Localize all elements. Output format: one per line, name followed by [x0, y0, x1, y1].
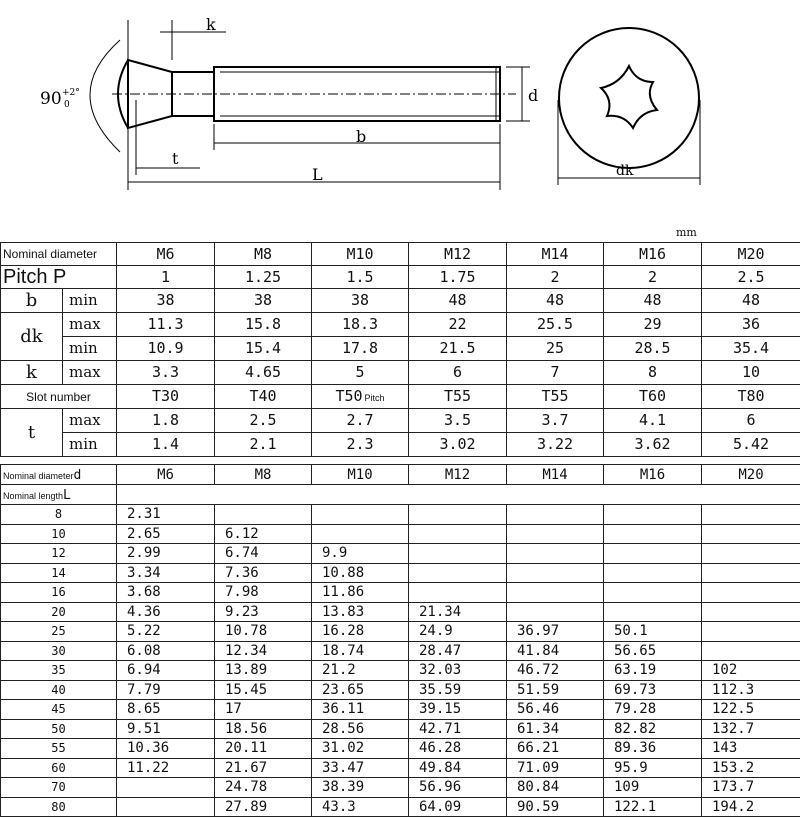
length-cell: 12 [1, 544, 117, 564]
t-max-cell: 2.5 [215, 409, 312, 433]
table-row [1, 602, 800, 622]
dk-max-cell: 11.3 [117, 313, 215, 337]
weight-cell: 28.56 [312, 719, 409, 739]
weight-cell: 21.2 [312, 661, 409, 681]
weight-cell: 17 [215, 700, 312, 720]
k-cell: 8 [604, 361, 702, 385]
table-row [1, 563, 800, 583]
weight-length-header-row [1, 485, 800, 505]
slot-cell: T40 [215, 385, 312, 409]
weight-cell: 10.88 [312, 563, 409, 583]
pitch-cell: 1.75 [409, 266, 507, 289]
weight-cell: 51.59 [507, 680, 604, 700]
weight-cell: 38.39 [312, 778, 409, 798]
dk-max-cell: 15.8 [215, 313, 312, 337]
weight-cell: 79.28 [604, 700, 702, 720]
weight-cell: 24.9 [409, 622, 507, 642]
b-cell: 38 [312, 289, 409, 313]
b-cell: 48 [702, 289, 800, 313]
weight-cell [409, 583, 507, 603]
weight-cell: 20.11 [215, 739, 312, 759]
k-sub: max [63, 361, 117, 385]
weight-cell: 63.19 [604, 661, 702, 681]
weight-cell: 31.02 [312, 739, 409, 759]
t-max-row [1, 409, 800, 433]
length-cell: 14 [1, 563, 117, 583]
length-cell: 40 [1, 680, 117, 700]
label-angle-tol-lower: 0 [64, 100, 70, 110]
table-row [1, 719, 800, 739]
dk-max-row [1, 313, 800, 337]
weight-cell: 9.51 [117, 719, 215, 739]
weight-cell: 132.7 [702, 719, 800, 739]
weight-cell: 13.89 [215, 661, 312, 681]
weight-cell: 6.08 [117, 641, 215, 661]
t-max-cell: 4.1 [604, 409, 702, 433]
table-row [1, 544, 800, 564]
length-cell: 10 [1, 524, 117, 544]
pitch-cell: 1.5 [312, 266, 409, 289]
weight-cell: 43.3 [312, 797, 409, 817]
pitch-label: Pitch [3, 266, 47, 288]
k-label: k [1, 361, 63, 385]
table-row [1, 758, 800, 778]
b-row [1, 289, 800, 313]
weight-cell: 21.34 [409, 602, 507, 622]
weight-cell: 9.9 [312, 544, 409, 564]
weight-cell: 41.84 [507, 641, 604, 661]
size-cell: M10 [312, 243, 409, 266]
weight-cell [312, 505, 409, 525]
b-cell: 38 [215, 289, 312, 313]
weight-cell [702, 622, 800, 642]
weight-cell: 10.36 [117, 739, 215, 759]
pitch-cell: 2 [507, 266, 604, 289]
table-row [1, 680, 800, 700]
t-min-cell: 3.62 [604, 433, 702, 457]
length-cell: 60 [1, 758, 117, 778]
t-min-row [1, 433, 800, 457]
b-cell: 38 [117, 289, 215, 313]
length-cell: 20 [1, 602, 117, 622]
weight-cell: 46.28 [409, 739, 507, 759]
weight-d-symbol: d [74, 468, 82, 483]
weight-cell: 61.34 [507, 719, 604, 739]
k-cell: 4.65 [215, 361, 312, 385]
label-k: k [206, 15, 216, 34]
weight-cell: 95.9 [604, 758, 702, 778]
weight-cell: 4.36 [117, 602, 215, 622]
weight-cell [215, 505, 312, 525]
weight-cell: 32.03 [409, 661, 507, 681]
weight-cell [409, 563, 507, 583]
weight-cell: 112.3 [702, 680, 800, 700]
weight-cell: 2.65 [117, 524, 215, 544]
head-end-view [559, 28, 699, 168]
weight-cell: 6.12 [215, 524, 312, 544]
k-cell: 10 [702, 361, 800, 385]
weight-cell: 122.1 [604, 797, 702, 817]
weight-cell [507, 583, 604, 603]
weight-cell: 39.15 [409, 700, 507, 720]
table-row [1, 661, 800, 681]
slot-cell: T50 [335, 387, 362, 405]
weight-cell: 28.47 [409, 641, 507, 661]
pitch-cell: 2 [604, 266, 702, 289]
weight-cell: 46.72 [507, 661, 604, 681]
dk-min-cell: 28.5 [604, 337, 702, 361]
weight-cell: 102 [702, 661, 800, 681]
size-cell: M14 [507, 465, 604, 485]
dk-max-cell: 22 [409, 313, 507, 337]
spec-header-row [1, 243, 800, 266]
b-cell: 48 [507, 289, 604, 313]
k-row [1, 361, 800, 385]
dk-max-cell: 29 [604, 313, 702, 337]
t-min-sub: min [63, 433, 117, 457]
dk-min-cell: 25 [507, 337, 604, 361]
weight-cell: 173.7 [702, 778, 800, 798]
t-min-cell: 1.4 [117, 433, 215, 457]
size-cell: M20 [702, 243, 800, 266]
weight-cell: 66.21 [507, 739, 604, 759]
weight-cell: 80.84 [507, 778, 604, 798]
weight-cell [507, 544, 604, 564]
t-min-cell: 5.42 [702, 433, 800, 457]
weight-cell: 10.78 [215, 622, 312, 642]
pitch-cell: 1.25 [215, 266, 312, 289]
pitch-cell: 2.5 [702, 266, 800, 289]
weight-cell: 194.2 [702, 797, 800, 817]
b-label: b [1, 289, 63, 313]
weight-cell: 6.74 [215, 544, 312, 564]
t-min-cell: 2.1 [215, 433, 312, 457]
weight-cell: 7.98 [215, 583, 312, 603]
dk-min-cell: 17.8 [312, 337, 409, 361]
weight-cell [409, 544, 507, 564]
dk-max-cell: 25.5 [507, 313, 604, 337]
slot-cell: T55 [507, 385, 604, 409]
t-max-sub: max [63, 409, 117, 433]
weight-cell [702, 641, 800, 661]
weight-cell: 18.74 [312, 641, 409, 661]
b-cell: 48 [409, 289, 507, 313]
table-row [1, 622, 800, 642]
weight-table [0, 464, 800, 817]
dk-min-row [1, 337, 800, 361]
weight-L-symbol: L [63, 488, 71, 503]
spec-table [0, 242, 800, 457]
length-cell: 35 [1, 661, 117, 681]
angle-arc [90, 40, 120, 152]
weight-cell: 49.84 [409, 758, 507, 778]
size-cell: M16 [604, 243, 702, 266]
screw-drawing [0, 0, 800, 230]
weight-cell: 3.68 [117, 583, 215, 603]
t-max-cell: 3.7 [507, 409, 604, 433]
dk-max-sub: max [63, 313, 117, 337]
slot-cell: T30 [117, 385, 215, 409]
weight-header-row [1, 465, 800, 485]
weight-cell [604, 602, 702, 622]
size-cell: M16 [604, 465, 702, 485]
weight-cell: 71.09 [507, 758, 604, 778]
weight-cell [702, 524, 800, 544]
table-row [1, 700, 800, 720]
t-max-cell: 6 [702, 409, 800, 433]
length-cell: 16 [1, 583, 117, 603]
t-max-cell: 2.7 [312, 409, 409, 433]
label-b: b [356, 127, 366, 146]
weight-cell: 2.99 [117, 544, 215, 564]
length-cell: 25 [1, 622, 117, 642]
weight-cell: 50.1 [604, 622, 702, 642]
pitch-note: Pitch [365, 393, 385, 403]
weight-cell: 16.28 [312, 622, 409, 642]
dk-min-cell: 35.4 [702, 337, 800, 361]
weight-cell: 23.65 [312, 680, 409, 700]
weight-cell: 56.46 [507, 700, 604, 720]
label-angle: 90 [40, 89, 62, 109]
k-cell: 7 [507, 361, 604, 385]
weight-cell: 153.2 [702, 758, 800, 778]
size-cell: M6 [117, 465, 215, 485]
unit-label: mm [676, 226, 697, 239]
dk-label: dk [1, 313, 63, 361]
t-max-cell: 1.8 [117, 409, 215, 433]
weight-cell: 12.34 [215, 641, 312, 661]
size-cell: M8 [215, 243, 312, 266]
weight-cell: 11.22 [117, 758, 215, 778]
slot-cell: T60 [604, 385, 702, 409]
weight-cell [117, 778, 215, 798]
weight-cell: 11.86 [312, 583, 409, 603]
weight-cell: 69.73 [604, 680, 702, 700]
size-cell: M12 [409, 465, 507, 485]
label-angle-tol-upper: +2° [62, 88, 80, 98]
table-row [1, 583, 800, 603]
k-cell: 6 [409, 361, 507, 385]
weight-cell: 18.56 [215, 719, 312, 739]
weight-cell: 8.65 [117, 700, 215, 720]
label-dk: dk [616, 163, 634, 179]
t-min-cell: 3.22 [507, 433, 604, 457]
weight-cell: 9.23 [215, 602, 312, 622]
weight-cell: 7.79 [117, 680, 215, 700]
k-cell: 3.3 [117, 361, 215, 385]
weight-cell [604, 524, 702, 544]
weight-cell: 21.67 [215, 758, 312, 778]
length-cell: 45 [1, 700, 117, 720]
slot-cell: T55 [409, 385, 507, 409]
table-row [1, 641, 800, 661]
label-t: t [172, 149, 179, 168]
weight-cell [702, 505, 800, 525]
weight-cell [507, 524, 604, 544]
weight-cell: 36.11 [312, 700, 409, 720]
weight-cell [702, 583, 800, 603]
length-cell: 50 [1, 719, 117, 739]
t-min-cell: 2.3 [312, 433, 409, 457]
dk-min-cell: 15.4 [215, 337, 312, 361]
weight-cell [702, 563, 800, 583]
b-cell: 48 [604, 289, 702, 313]
slot-number-label: Slot number [1, 385, 117, 409]
weight-cell: 56.96 [409, 778, 507, 798]
table-row [1, 778, 800, 798]
weight-cell [507, 505, 604, 525]
slot-cell: T80 [702, 385, 800, 409]
b-sub: min [63, 289, 117, 313]
weight-cell: 122.5 [702, 700, 800, 720]
weight-cell [604, 563, 702, 583]
dk-max-cell: 18.3 [312, 313, 409, 337]
table-row [1, 524, 800, 544]
weight-cell [409, 505, 507, 525]
torx-recess [601, 66, 657, 128]
table-row [1, 505, 800, 525]
nominal-length-label: Nominal length [3, 491, 63, 501]
weight-cell: 5.22 [117, 622, 215, 642]
dk-min-cell: 21.5 [409, 337, 507, 361]
weight-cell: 33.47 [312, 758, 409, 778]
label-L: L [312, 165, 323, 184]
slot-row [1, 385, 800, 409]
length-cell: 80 [1, 797, 117, 817]
weight-cell [604, 583, 702, 603]
length-cell: 70 [1, 778, 117, 798]
weight-cell [702, 544, 800, 564]
size-cell: M8 [215, 465, 312, 485]
weight-cell: 7.36 [215, 563, 312, 583]
weight-cell: 3.34 [117, 563, 215, 583]
size-cell: M14 [507, 243, 604, 266]
weight-cell: 6.94 [117, 661, 215, 681]
weight-cell: 35.59 [409, 680, 507, 700]
pitch-cell: 1 [117, 266, 215, 289]
weight-cell: 36.97 [507, 622, 604, 642]
dk-max-cell: 36 [702, 313, 800, 337]
weight-cell: 143 [702, 739, 800, 759]
pitch-row [1, 266, 800, 289]
weight-cell: 2.31 [117, 505, 215, 525]
weight-cell [507, 602, 604, 622]
weight-cell: 64.09 [409, 797, 507, 817]
weight-nominal-diameter-label: Nominal diameter [3, 471, 74, 481]
weight-cell: 82.82 [604, 719, 702, 739]
weight-cell [409, 524, 507, 544]
t-label: t [1, 409, 63, 457]
length-cell: 8 [1, 505, 117, 525]
weight-table-body [1, 505, 800, 817]
weight-cell: 13.83 [312, 602, 409, 622]
weight-cell: 15.45 [215, 680, 312, 700]
weight-cell [507, 563, 604, 583]
weight-cell: 89.36 [604, 739, 702, 759]
size-cell: M6 [117, 243, 215, 266]
t-min-cell: 3.02 [409, 433, 507, 457]
size-cell: M20 [702, 465, 800, 485]
weight-cell: 24.78 [215, 778, 312, 798]
length-cell: 30 [1, 641, 117, 661]
dk-min-sub: min [63, 337, 117, 361]
weight-cell: 109 [604, 778, 702, 798]
weight-cell: 90.59 [507, 797, 604, 817]
weight-cell [604, 544, 702, 564]
size-cell: M12 [409, 243, 507, 266]
weight-cell: 42.71 [409, 719, 507, 739]
pitch-symbol: P [53, 266, 66, 288]
table-row [1, 739, 800, 759]
weight-cell [312, 524, 409, 544]
dk-min-cell: 10.9 [117, 337, 215, 361]
weight-cell: 56.65 [604, 641, 702, 661]
label-d: d [528, 86, 538, 105]
t-max-cell: 3.5 [409, 409, 507, 433]
weight-cell: 27.89 [215, 797, 312, 817]
weight-cell [702, 602, 800, 622]
size-cell: M10 [312, 465, 409, 485]
k-cell: 5 [312, 361, 409, 385]
length-cell: 55 [1, 739, 117, 759]
weight-cell [604, 505, 702, 525]
nominal-diameter-label: Nominal diameter [1, 243, 117, 266]
